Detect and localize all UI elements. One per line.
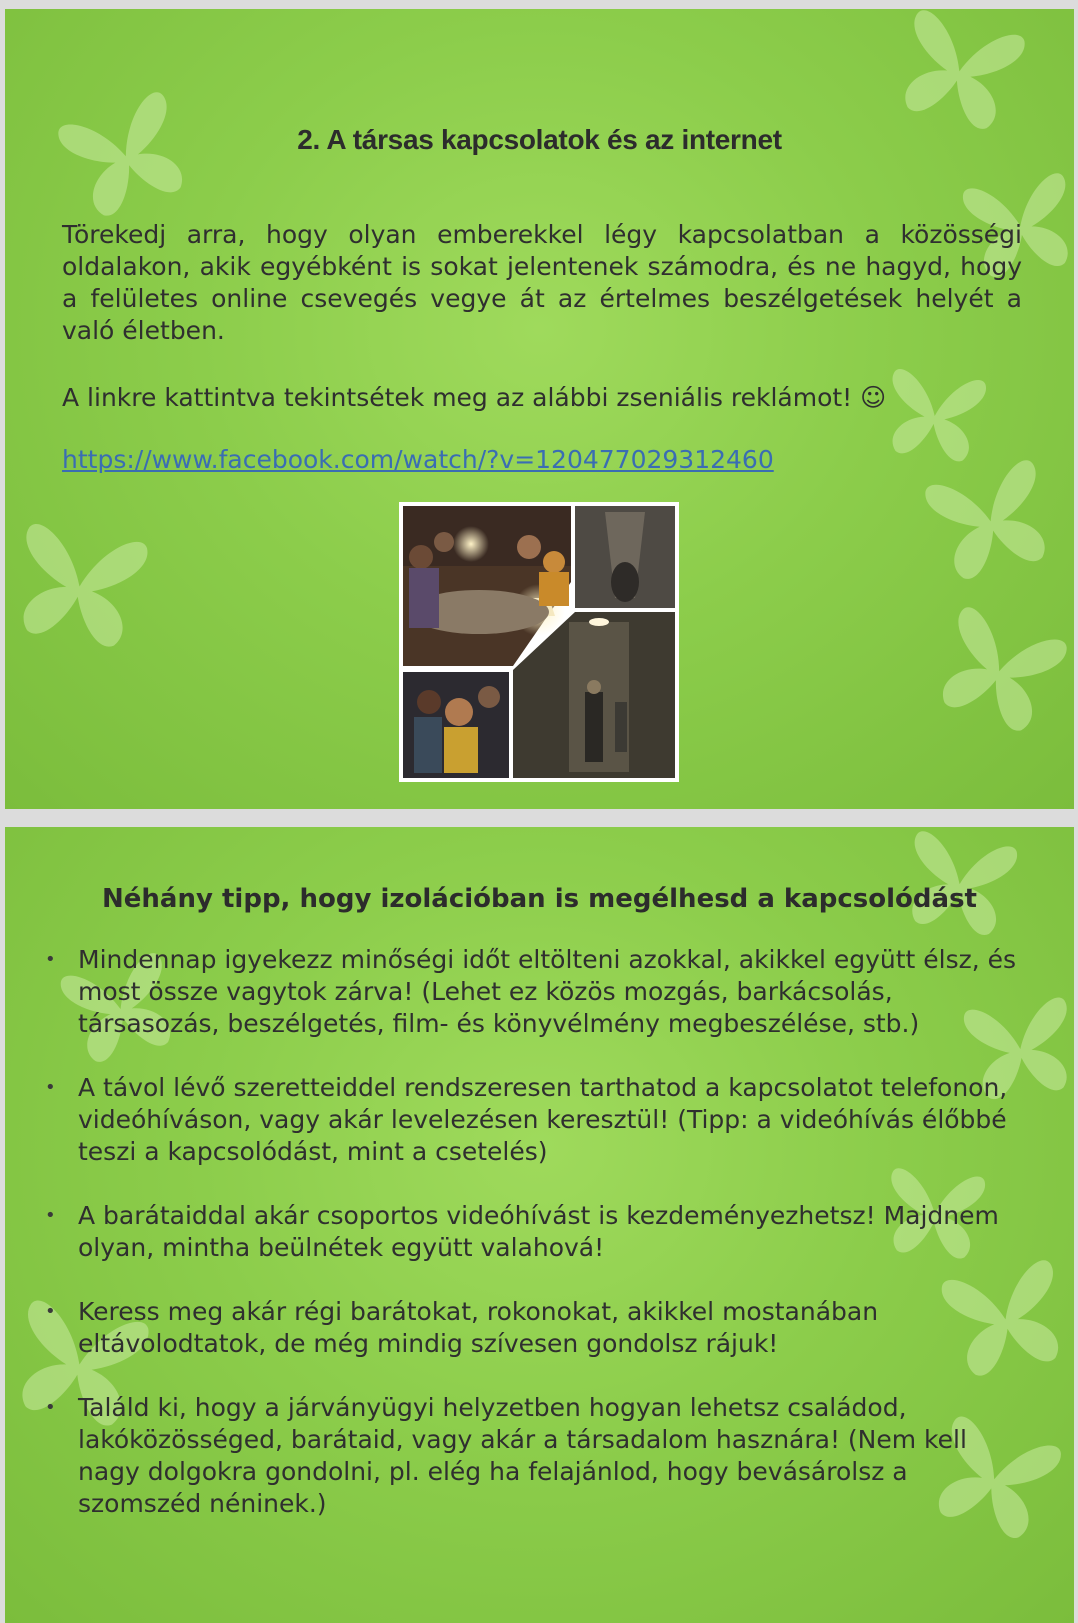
- bullet-icon: •: [45, 1301, 56, 1322]
- tips-title: Néhány tipp, hogy izolációban is megélhesd a kapcsolódást: [102, 884, 977, 914]
- bullet-icon: •: [45, 1205, 56, 1226]
- tip-text: Mindennap igyekezz minőségi időt eltölteni azokkal, akikkel együtt élsz, és most össze vagytok zárva! (Lehet ez közös mozgás, barkácsolás, társasozás, beszélgetés, film- és könyvélmény megbeszélése, stb.): [78, 945, 1017, 1038]
- bullet-icon: •: [45, 1077, 56, 1098]
- butterfly-decoration-icon: [878, 353, 992, 476]
- butterfly-decoration-icon: [5, 499, 157, 669]
- bullet-icon: •: [45, 1397, 56, 1418]
- slide-title: 2. A társas kapcsolatok és az internet: [297, 124, 782, 155]
- bullet-icon: •: [45, 949, 56, 970]
- tip-text: A távol lévő szeretteiddel rendszeresen tarthatod a kapcsolatot telefonon, videóhíváson, vagy akár levelezésen keresztül! (Tipp: a videóhívás élőbbé teszi a kapcsolódást, mint a csetelés): [78, 1073, 1008, 1166]
- tip-text: Keress meg akár régi barátokat, rokonokat, akikkel mostanában eltávolodtatok, de még mindig szívesen gondolsz rájuk!: [78, 1297, 879, 1358]
- list-item: [45, 944, 1030, 1040]
- slide-isolation-tips: [5, 827, 1074, 1623]
- butterfly-decoration-icon: [918, 590, 1074, 747]
- list-item: [45, 1200, 1030, 1264]
- intro-paragraph: Törekedj arra, hogy olyan emberekkel légy kapcsolatban a közösségi oldalakon, akik egyébként is sokat jelentenek számodra, és ne hagyd, hogy a felületes online csevegés vegye át az értelmes beszélgetések helyét a való életben.: [62, 220, 1022, 345]
- tip-text: Találd ki, hogy a járványügyi helyzetben hogyan lehetsz családod, lakóközösséged, barátaid, vagy akár a társadalom hasznára! (Nem kell nagy dolgokra gondolni, pl. elég ha felajánlod, hogy bevásárolsz a szomszéd néninek.): [78, 1393, 967, 1518]
- video-thumbnail-collage[interactable]: [399, 502, 679, 782]
- facebook-video-link[interactable]: https://www.facebook.com/watch/?v=120477029312460: [62, 445, 774, 474]
- list-item: [45, 1392, 1030, 1520]
- tip-text: A barátaiddal akár csoportos videóhívást is kezdeményezhetsz! Majdnem olyan, mintha beülnétek együtt valahová!: [78, 1201, 999, 1262]
- slide-social-internet: [5, 9, 1074, 809]
- list-item: [45, 1296, 1030, 1360]
- link-prompt-paragraph: A linkre kattintva tekintsétek meg az alábbi zseniális reklámot! ☺: [62, 383, 887, 412]
- list-item: [45, 1072, 1030, 1168]
- tips-list: [45, 944, 1030, 1552]
